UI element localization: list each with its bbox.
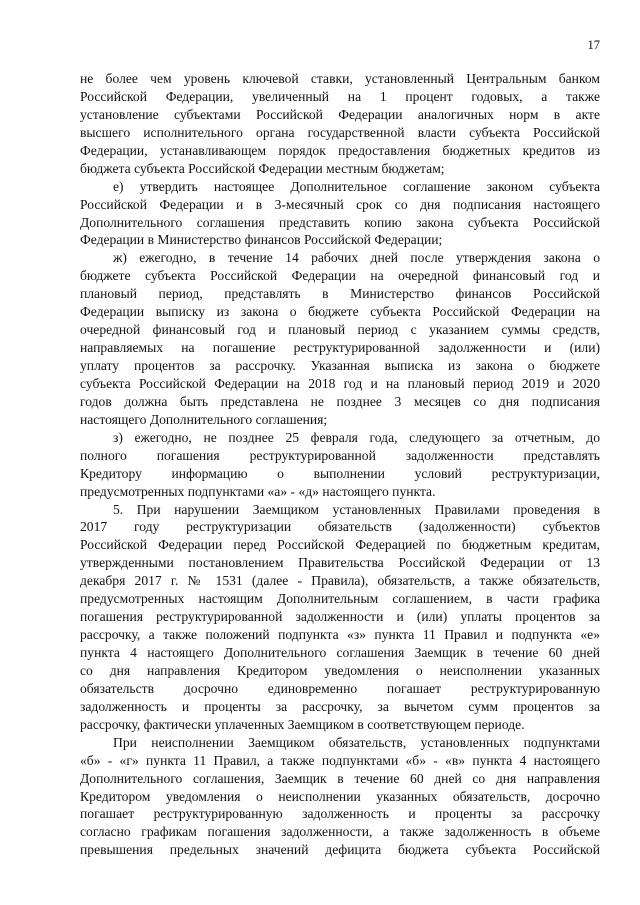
page-number: 17 xyxy=(587,38,600,52)
text-line: утвержденными постановлением Правительства Российской Федерации от 13 xyxy=(80,555,600,571)
text-line: з) ежегодно, не позднее 25 февраля года, следующего за отчетным, до xyxy=(113,429,600,445)
text-line: Дополнительного соглашения, Заемщик в течение 60 дней со дня направления xyxy=(80,770,600,786)
text-line: Федерации в Министерство финансов Российской Федерации; xyxy=(80,232,443,248)
text-line: уплату процентов за рассрочку. Указанная выписка из закона о бюджете xyxy=(80,358,600,373)
text-line: Федерации, устанавливающем порядок предоставления бюджетных кредитов из xyxy=(80,142,600,158)
document-body xyxy=(80,70,600,859)
text-line: декабря 2017 г. № 1531 (далее - Правила), обязательств, а также обязательств, xyxy=(80,573,600,589)
text-line: бюджета субъекта Российской Федерации местным бюджетам; xyxy=(80,160,445,176)
text-line: согласно графикам погашения задолженности, а также задолженность в объеме xyxy=(80,824,600,840)
text-line: превышения предельных значений дефицита бюджета субъекта Российской xyxy=(80,842,600,858)
text-line: очередной финансовый год и плановый период с указанием суммы средств, xyxy=(80,322,600,338)
text-line: высшего исполнительного органа государственной власти субъекта Российской xyxy=(80,124,600,140)
text-line: погашения реструктурированной задолженности и (или) уплаты процентов за xyxy=(80,609,600,625)
text-line: плановый период, представлять в Министерство финансов Российской xyxy=(80,286,600,302)
text-line: не более чем уровень ключевой ставки, установленный Центральным банком xyxy=(80,71,600,86)
text-line: 5. При нарушении Заемщиком установленных Правилами проведения в xyxy=(113,501,600,517)
text-line: Российской Федерации, увеличенный на 1 процент годовых, а также xyxy=(80,88,600,104)
text-line: годов должна быть представлена не позднее 3 месяцев со дня подписания xyxy=(80,393,600,409)
text-line: Кредитором уведомления о неисполнении указанных обязательств, досрочно xyxy=(80,788,600,804)
text-line: рассрочку, а также положений подпункта «з» пункта 11 Правил и подпункта «е» xyxy=(80,627,600,643)
text-line: обязательств досрочно единовременно погашает реструктурированную xyxy=(80,680,600,696)
text-line: Кредитору информацию о выполнении условий реструктуризации, xyxy=(80,465,600,481)
text-line: Российской Федерации и в 3-месячный срок со дня подписания настоящего xyxy=(80,196,600,212)
text-line: со дня направления Кредитором уведомления о неисполнении указанных xyxy=(80,662,600,678)
text-line: бюджете субъекта Российской Федерации на очередной финансовый год и xyxy=(80,268,600,284)
text-line: предусмотренных подпунктами «а» - «д» настоящего пункта. xyxy=(80,483,436,499)
text-line: установление субъектами Российской Федерации аналогичных норм в акте xyxy=(80,106,600,122)
text-line: полного погашения реструктурированной задолженности представлять xyxy=(80,447,600,463)
text-line: погашает реструктурированную задолженность и проценты за рассрочку xyxy=(80,806,600,822)
text-line: задолженность и проценты за рассрочку, за вычетом сумм процентов за xyxy=(80,698,600,714)
text-line: «б» - «г» пункта 11 Правил, а также подпунктами «б» - «в» пункта 4 настоящего xyxy=(80,752,600,768)
text-line: настоящего Дополнительного соглашения; xyxy=(80,411,328,427)
text-line: Дополнительного соглашения представить копию закона субъекта Российской xyxy=(80,214,600,230)
text-line: направляемых на погашение реструктурированной задолженности и (или) xyxy=(80,340,600,356)
text-line: Федерации выписку из закона о бюджете субъекта Российской Федерации на xyxy=(80,304,600,320)
text-line: пункта 4 настоящего Дополнительного соглашения Заемщик в течение 60 дней xyxy=(80,645,600,660)
text-line: субъекта Российской Федерации на 2018 год и на плановый период 2019 и 2020 xyxy=(80,375,600,391)
text-line: Российской Федерации перед Российской Федерацией по бюджетным кредитам, xyxy=(80,537,600,553)
text-line: рассрочку, фактически уплаченных Заемщиком в соответствующем периоде. xyxy=(80,716,525,732)
text-line: При неисполнении Заемщиком обязательств, установленных подпунктами xyxy=(113,734,600,750)
text-line: е) утвердить настоящее Дополнительное соглашение законом субъекта xyxy=(113,178,600,194)
text-line: ж) ежегодно, в течение 14 рабочих дней после утверждения закона о xyxy=(113,250,600,266)
text-line: 2017 году реструктуризации обязательств (задолженности) субъектов xyxy=(80,519,600,535)
text-line: предусмотренных настоящим Дополнительным соглашением, в части графика xyxy=(80,591,600,607)
